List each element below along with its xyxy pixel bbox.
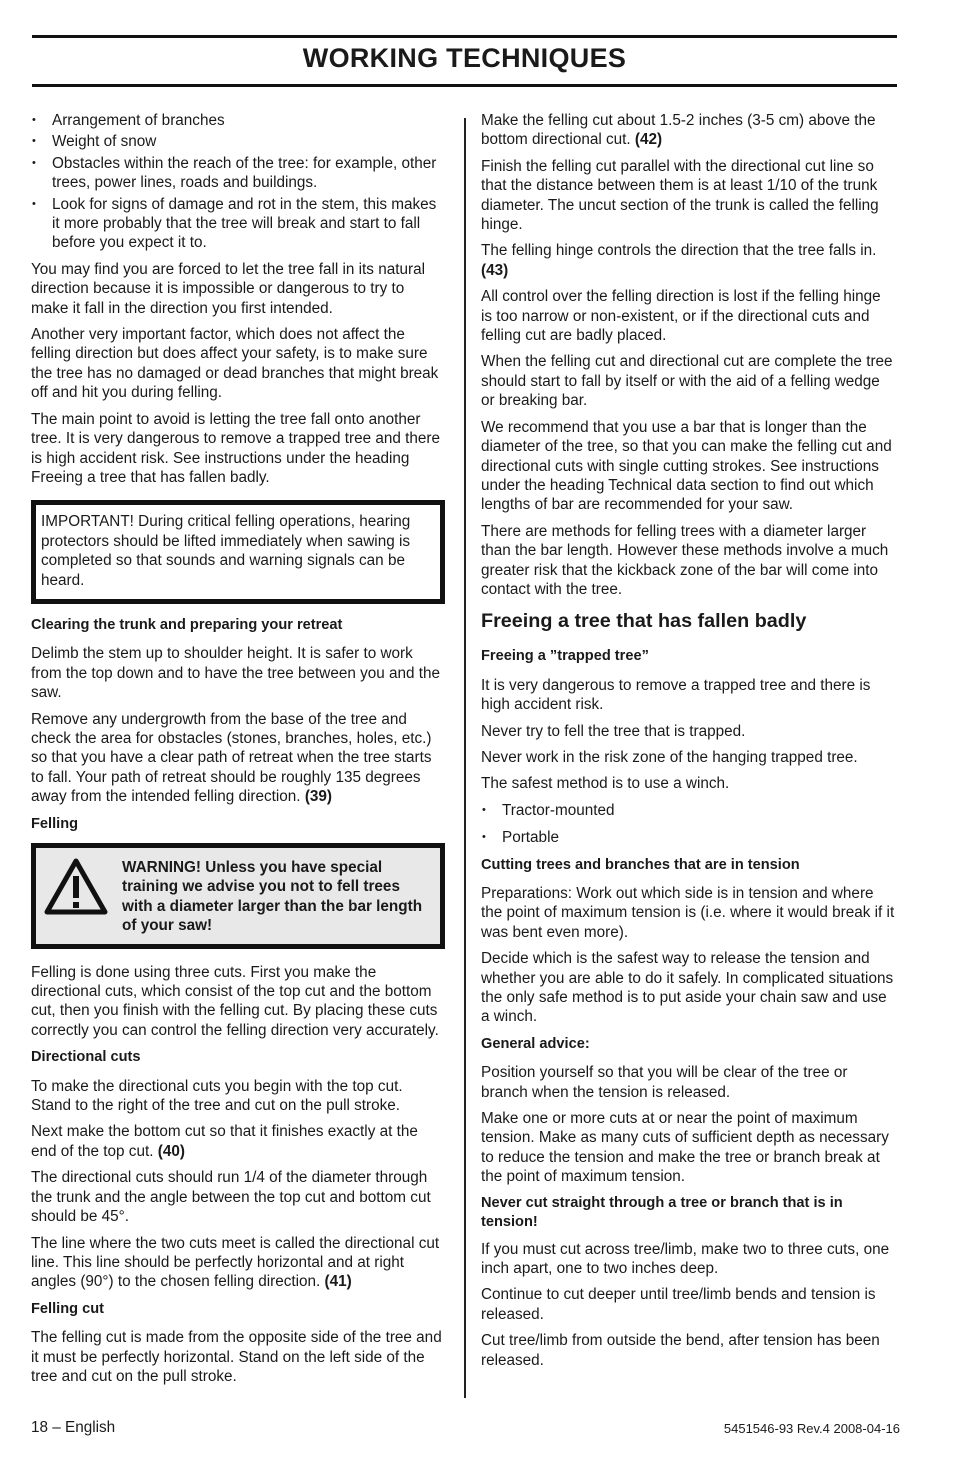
paragraph: Decide which is the safest way to release the tension and whether you are able to do it safely. In complicated situations the only safe method is to put aside your chain saw and use a winch. [481, 950, 894, 1026]
important-text: IMPORTANT! During critical felling operations, hearing protectors should be lifted immediately when sawing is completed so that sounds and warning signals can be heard. [41, 513, 411, 589]
factor-list [31, 111, 445, 253]
list-item: • Weight of snow [31, 132, 445, 151]
paragraph-text: The felling hinge controls the direction that the tree falls in. [481, 242, 877, 260]
paragraph: Position yourself so that you will be clear of the tree or branch when the tension is released. [481, 1064, 848, 1101]
figure-ref: (42) [634, 131, 663, 149]
paragraph-text: The line where the two cuts meet is called the directional cut line. This line should be perfectly horizontal and at right angles (90°) to the chosen felling direction. [31, 1234, 440, 1291]
paragraph: Another very important factor, which does not affect the felling direction but does affect your safety, is to make sure the tree has no damaged or dead branches that might break off and hit you during felling. [31, 326, 439, 402]
paragraph: Delimb the stem up to shoulder height. It is safer to work from the top down and to have the tree between you and the saw. [31, 645, 441, 702]
paragraph: The directional cuts should run 1/4 of the diameter through the trunk and the angle between the top cut and bottom cut should be 45°. [31, 1169, 431, 1226]
section-heading-directional: Directional cuts [31, 1049, 141, 1066]
paragraph [31, 710, 445, 807]
paragraph: When the felling cut and directional cut are complete the tree should start to fall by itself or with the aid of a felling wedge or breaking bar. [481, 353, 893, 410]
paragraph: The felling cut is made from the opposite side of the tree and it must be perfectly horizontal. Stand on the left side of the tree and cut on the pull stroke. [31, 1329, 442, 1385]
list-item: • Tractor-mounted [481, 801, 895, 820]
right-column [481, 111, 895, 1377]
section-heading-freeing: Freeing a tree that has fallen badly [481, 610, 807, 633]
list-item: • Arrangement of branches [31, 111, 445, 130]
figure-ref: (40) [157, 1142, 185, 1160]
warning-text: WARNING! Unless you have special training we advise you not to fell trees with a diameter larger than the bar length of your saw! [122, 859, 423, 935]
paragraph: Finish the felling cut parallel with the directional cut line so that the distance between them is at least 1/10 of the trunk diameter. The uncut section of the trunk is called the felling hinge. [481, 157, 879, 234]
paragraph [31, 1122, 445, 1161]
subheading-tension: Cutting trees and branches that are in tension [481, 856, 800, 873]
paragraph: To make the directional cuts you begin with the top cut. Stand to the right of the tree and cut on the pull stroke. [31, 1077, 403, 1115]
paragraph: Make one or more cuts at or near the point of maximum tension. Make as many cuts of sufficient depth as necessary to reduce the tension and make the tree or branch break at the point of maximum tension. [481, 1110, 889, 1186]
paragraph: The main point to avoid is letting the tree fall onto another tree. It is very dangerous to remove a trapped tree and there is high accident risk. See instructions under the heading Freeing a tree that has fallen badly. [31, 410, 440, 486]
paragraph: Cut tree/limb from outside the bend, after tension has been released. [481, 1332, 880, 1369]
section-heading-clearing: Clearing the trunk and preparing your retreat [31, 616, 343, 633]
document-id: 5451546-93 Rev.4 2008-04-16 [723, 1421, 900, 1436]
column-divider [464, 118, 466, 1398]
section-heading-felling: Felling [31, 815, 79, 832]
paragraph: Continue to cut deeper until tree/limb bends and tension is released. [481, 1286, 876, 1323]
paragraph: It is very dangerous to remove a trapped tree and there is high accident risk. [481, 676, 871, 714]
subheading-trapped-tree: Freeing a ”trapped tree” [481, 648, 649, 665]
list-item: • Look for signs of damage and rot in the stem, this makes it more probably that the tree will break and start to fall before you expect it to. [31, 195, 445, 253]
figure-ref: (39) [304, 788, 333, 806]
warning-triangle-icon [44, 858, 108, 916]
paragraph: Never work in the risk zone of the hanging trapped tree. [481, 748, 858, 766]
warning-notice [31, 843, 445, 949]
list-item: • Obstacles within the reach of the tree: for example, other trees, power lines, roads and buildings. [31, 154, 445, 193]
paragraph-text: Remove any undergrowth from the base of the tree and check the area for obstacles (stones, branches, holes, etc.) so that you have a clear path of retreat when the tree starts to fall. Your path of retreat should be roughly 135 degrees away from the intended felling direction. [31, 710, 432, 806]
figure-ref: (41) [324, 1273, 352, 1291]
paragraph: Never try to fell the tree that is trapped. [481, 722, 746, 740]
paragraph: There are methods for felling trees with a diameter larger than the bar length. However these methods involve a much greater risk that the kickback zone of the bar will come into contact with the tree. [481, 522, 889, 598]
important-notice [31, 500, 445, 604]
paragraph [481, 241, 895, 280]
paragraph: All control over the felling direction is lost if the felling hinge is too narrow or non-existent, or if the directional cuts and felling cut are badly placed. [481, 288, 881, 345]
paragraph: If you must cut across tree/limb, make two to three cuts, one inch apart, one to two inches deep. [481, 1240, 890, 1277]
paragraph-text: Next make the bottom cut so that it finishes exactly at the end of the top cut. [31, 1123, 418, 1160]
winch-list [481, 801, 895, 848]
paragraph: We recommend that you use a bar that is longer than the diameter of the tree, so that you can make the felling cut and directional cuts with single cutting strokes. See instructions under the heading Technical data section to find out which lengths of bar are recommended for your saw. [481, 418, 892, 514]
list-item: • Portable [481, 828, 895, 847]
figure-ref: (43) [481, 261, 509, 279]
paragraph: Felling is done using three cuts. First you make the directional cuts, which consist of the top cut and the bottom cut, then you finish with the felling cut. By placing these cuts correctly you can control the felling direction very accurately. [31, 963, 439, 1039]
paragraph-text: Make the felling cut about 1.5-2 inches (3-5 cm) above the bottom directional cut. [481, 112, 876, 149]
left-column [31, 111, 445, 1393]
section-heading-felling-cut: Felling cut [31, 1300, 104, 1317]
page-header [32, 35, 897, 87]
caution-statement: Never cut straight through a tree or branch that is in tension! [481, 1194, 843, 1231]
paragraph [481, 111, 895, 150]
page-title: WORKING TECHNIQUES [302, 43, 627, 73]
paragraph: The safest method is to use a winch. [481, 775, 730, 793]
paragraph: Preparations: Work out which side is in tension and where the point of maximum tension is (i.e. where it would break if it was bent even more). [481, 885, 895, 941]
paragraph [31, 1234, 445, 1292]
paragraph: You may find you are forced to let the tree fall in its natural direction because it is impossible or dangerous to try to make it fall in the direction you first intended. [31, 260, 425, 317]
page-number: 18 – English [31, 1419, 116, 1436]
subheading-general-advice: General advice: [481, 1035, 590, 1052]
